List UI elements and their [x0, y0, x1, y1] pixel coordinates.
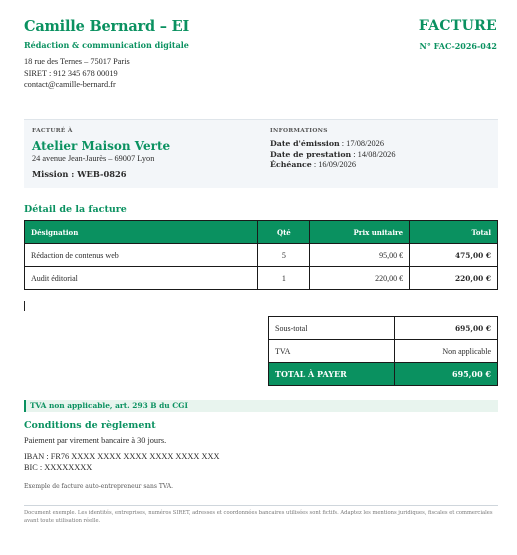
- total-to-pay-value: 695,00 €: [395, 363, 498, 386]
- row-quantity: 5: [258, 244, 310, 267]
- table-row: [25, 267, 498, 290]
- row-designation: Audit éditorial: [25, 267, 258, 290]
- company-siret: SIRET : 912 345 678 00019: [24, 68, 118, 78]
- total-to-pay-label: TOTAL À PAYER: [269, 363, 395, 386]
- due-date: [270, 160, 395, 171]
- company-name: Camille Bernard – EI: [24, 18, 190, 35]
- total-to-pay-row: [269, 363, 498, 386]
- mission-reference: Mission : WEB-0826: [32, 169, 127, 179]
- invoice-items-table: [24, 220, 498, 290]
- information-block: [270, 128, 395, 171]
- example-note: Exemple de facture auto-entrepreneur sans TVA.: [24, 483, 174, 490]
- client-name: Atelier Maison Verte: [32, 139, 171, 153]
- table-header-row: [25, 221, 498, 244]
- header-total: Total: [410, 221, 498, 244]
- company-subtitle: Rédaction & communication digitale: [24, 40, 189, 50]
- service-date-value: : 14/08/2026: [351, 149, 396, 159]
- row-designation: Rédaction de contenus web: [25, 244, 258, 267]
- row-total: 475,00 €: [410, 244, 498, 267]
- subtotal-row: [269, 317, 498, 340]
- header-unit-price: Prix unitaire: [310, 221, 410, 244]
- issue-date: [270, 139, 395, 150]
- info-box: [24, 119, 498, 188]
- header-designation: Désignation: [25, 221, 258, 244]
- client-address: 24 avenue Jean-Jaurès – 69007 Lyon: [32, 154, 155, 163]
- company-email: contact@camille-bernard.fr: [24, 80, 116, 89]
- subtotal-label: Sous-total: [269, 317, 395, 340]
- tva-value: Non applicable: [395, 340, 498, 363]
- company-address: 18 rue des Ternes – 75017 Paris: [24, 57, 130, 66]
- subtotal-value: 695,00 €: [395, 317, 498, 340]
- due-date-label: Échéance: [270, 160, 312, 169]
- company-details: [24, 56, 130, 91]
- row-unit-price: 220,00 €: [310, 267, 410, 290]
- text-cursor[interactable]: [24, 301, 25, 311]
- service-date: [270, 150, 395, 161]
- header-quantity: Qté: [258, 221, 310, 244]
- tva-row: [269, 340, 498, 363]
- issue-date-value: : 17/08/2026: [339, 139, 384, 148]
- bic: BIC : XXXXXXXX: [24, 463, 93, 472]
- row-total: 220,00 €: [410, 267, 498, 290]
- table-row: [25, 244, 498, 267]
- row-quantity: 1: [258, 267, 310, 290]
- conditions-text: Paiement par virement bancaire à 30 jours.: [24, 436, 167, 445]
- tva-label: TVA: [269, 340, 395, 363]
- iban: IBAN : FR76 XXXX XXXX XXXX XXXX XXXX XXX: [24, 452, 220, 461]
- details-title: Détail de la facture: [24, 204, 127, 215]
- issue-date-label: Date d'émission: [270, 139, 340, 148]
- footer-divider: [24, 505, 498, 506]
- row-unit-price: 95,00 €: [310, 244, 410, 267]
- client-block: [32, 128, 170, 179]
- document-number: N° FAC-2026-042: [419, 41, 497, 51]
- document-title: FACTURE: [418, 18, 497, 34]
- service-date-label: Date de prestation: [270, 149, 352, 159]
- footer-disclaimer: Document exemple. Les identités, entreprises, numéros SIRET, adresses et coordonnées bancaires utilisées sont fictifs. Adaptez les mentions juridiques, fiscales et commerciales avant toute utilisation réelle.: [24, 510, 493, 524]
- tva-exemption-note: TVA non applicable, art. 293 B du CGI: [24, 400, 498, 412]
- client-label: FACTURÉ À: [32, 128, 73, 134]
- bank-details: [24, 451, 219, 473]
- totals-table: [268, 316, 498, 386]
- due-date-value: : 16/09/2026: [311, 160, 357, 169]
- conditions-title: Conditions de règlement: [24, 420, 156, 431]
- information-label: INFORMATIONS: [270, 128, 328, 134]
